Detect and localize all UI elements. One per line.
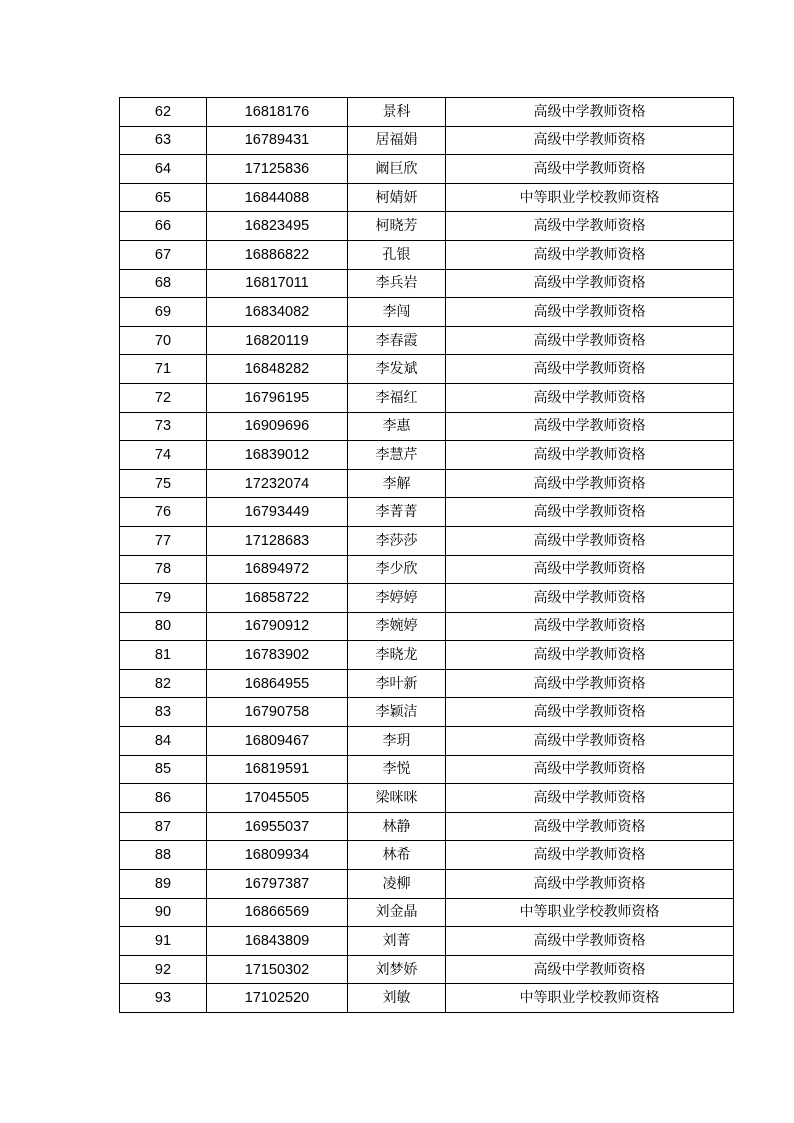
table-row	[120, 898, 734, 927]
row-number-cell: 87	[120, 812, 207, 841]
row-number-cell: 92	[120, 955, 207, 984]
row-number-cell: 68	[120, 269, 207, 298]
candidate-id-cell: 16886822	[207, 240, 348, 269]
row-number-cell: 82	[120, 669, 207, 698]
candidate-name-cell: 柯婧妍	[348, 183, 446, 212]
candidate-name-cell: 李叶新	[348, 669, 446, 698]
candidate-id-cell: 16955037	[207, 812, 348, 841]
candidate-id-cell: 16848282	[207, 355, 348, 384]
qualification-cell: 高级中学教师资格	[446, 212, 734, 241]
candidate-name-cell: 李莎莎	[348, 526, 446, 555]
qualification-cell: 高级中学教师资格	[446, 612, 734, 641]
table-row	[120, 870, 734, 899]
row-number-cell: 66	[120, 212, 207, 241]
candidate-id-cell: 16819591	[207, 755, 348, 784]
row-number-cell: 64	[120, 155, 207, 184]
candidate-id-cell: 16844088	[207, 183, 348, 212]
qualification-cell: 中等职业学校教师资格	[446, 984, 734, 1013]
candidate-name-cell: 刘梦娇	[348, 955, 446, 984]
qualification-cell: 高级中学教师资格	[446, 383, 734, 412]
table-row	[120, 812, 734, 841]
row-number-cell: 70	[120, 326, 207, 355]
candidate-name-cell: 林静	[348, 812, 446, 841]
table-row	[120, 355, 734, 384]
candidate-id-cell: 16894972	[207, 555, 348, 584]
candidate-name-cell: 李慧芹	[348, 441, 446, 470]
table-row	[120, 698, 734, 727]
candidate-name-cell: 李发斌	[348, 355, 446, 384]
table-row	[120, 669, 734, 698]
row-number-cell: 77	[120, 526, 207, 555]
candidate-name-cell: 景科	[348, 98, 446, 127]
row-number-cell: 67	[120, 240, 207, 269]
row-number-cell: 71	[120, 355, 207, 384]
candidate-name-cell: 柯晓芳	[348, 212, 446, 241]
table-row	[120, 755, 734, 784]
candidate-id-cell: 16790912	[207, 612, 348, 641]
table-row	[120, 412, 734, 441]
table-row	[120, 126, 734, 155]
candidate-name-cell: 李悦	[348, 755, 446, 784]
table-row	[120, 612, 734, 641]
qualification-cell: 高级中学教师资格	[446, 412, 734, 441]
candidate-name-cell: 李惠	[348, 412, 446, 441]
candidate-name-cell: 李闯	[348, 298, 446, 327]
qualification-cell: 高级中学教师资格	[446, 955, 734, 984]
row-number-cell: 84	[120, 727, 207, 756]
table-row	[120, 183, 734, 212]
candidate-id-cell: 16809467	[207, 727, 348, 756]
candidate-name-cell: 李解	[348, 469, 446, 498]
table-row	[120, 383, 734, 412]
table-row	[120, 955, 734, 984]
row-number-cell: 72	[120, 383, 207, 412]
candidate-id-cell: 16793449	[207, 498, 348, 527]
qualification-cell: 高级中学教师资格	[446, 841, 734, 870]
qualification-cell: 高级中学教师资格	[446, 812, 734, 841]
candidate-id-cell: 16797387	[207, 870, 348, 899]
table-row	[120, 984, 734, 1013]
qualification-cell: 高级中学教师资格	[446, 126, 734, 155]
candidate-name-cell: 居福娟	[348, 126, 446, 155]
row-number-cell: 93	[120, 984, 207, 1013]
row-number-cell: 65	[120, 183, 207, 212]
row-number-cell: 69	[120, 298, 207, 327]
candidate-id-cell: 17102520	[207, 984, 348, 1013]
table-row	[120, 98, 734, 127]
candidate-id-cell: 17128683	[207, 526, 348, 555]
table-row	[120, 927, 734, 956]
qualification-cell: 高级中学教师资格	[446, 326, 734, 355]
candidate-id-cell: 16843809	[207, 927, 348, 956]
candidate-id-cell: 16789431	[207, 126, 348, 155]
candidate-name-cell: 李晓龙	[348, 641, 446, 670]
candidate-id-cell: 16790758	[207, 698, 348, 727]
candidate-name-cell: 李兵岩	[348, 269, 446, 298]
candidate-id-cell: 17125836	[207, 155, 348, 184]
qualification-cell: 高级中学教师资格	[446, 469, 734, 498]
qualification-cell: 高级中学教师资格	[446, 240, 734, 269]
row-number-cell: 74	[120, 441, 207, 470]
candidate-id-cell: 17045505	[207, 784, 348, 813]
candidate-name-cell: 李少欣	[348, 555, 446, 584]
table-row	[120, 784, 734, 813]
row-number-cell: 63	[120, 126, 207, 155]
row-number-cell: 90	[120, 898, 207, 927]
row-number-cell: 83	[120, 698, 207, 727]
qualification-cell: 高级中学教师资格	[446, 155, 734, 184]
candidate-id-cell: 16858722	[207, 584, 348, 613]
candidate-name-cell: 刘金晶	[348, 898, 446, 927]
table-row	[120, 269, 734, 298]
table-row	[120, 526, 734, 555]
qualification-cell: 高级中学教师资格	[446, 498, 734, 527]
candidate-id-cell: 16834082	[207, 298, 348, 327]
candidate-name-cell: 梁咪咪	[348, 784, 446, 813]
candidate-name-cell: 李婷婷	[348, 584, 446, 613]
qualification-cell: 高级中学教师资格	[446, 641, 734, 670]
candidate-id-cell: 16820119	[207, 326, 348, 355]
qualification-cell: 高级中学教师资格	[446, 698, 734, 727]
table-row	[120, 727, 734, 756]
qualification-cell: 高级中学教师资格	[446, 584, 734, 613]
candidate-name-cell: 孔银	[348, 240, 446, 269]
candidate-name-cell: 李春霞	[348, 326, 446, 355]
table-row	[120, 212, 734, 241]
qualification-cell: 中等职业学校教师资格	[446, 898, 734, 927]
row-number-cell: 89	[120, 870, 207, 899]
roster-table-body	[120, 98, 734, 1013]
qualification-cell: 高级中学教师资格	[446, 98, 734, 127]
qualification-cell: 高级中学教师资格	[446, 355, 734, 384]
qualification-cell: 高级中学教师资格	[446, 755, 734, 784]
candidate-name-cell: 李婉婷	[348, 612, 446, 641]
candidate-name-cell: 刘菁	[348, 927, 446, 956]
candidate-name-cell: 凌柳	[348, 870, 446, 899]
candidate-id-cell: 16817011	[207, 269, 348, 298]
candidate-id-cell: 16796195	[207, 383, 348, 412]
row-number-cell: 86	[120, 784, 207, 813]
qualification-cell: 高级中学教师资格	[446, 927, 734, 956]
table-row	[120, 469, 734, 498]
table-row	[120, 641, 734, 670]
qualification-cell: 高级中学教师资格	[446, 669, 734, 698]
candidate-id-cell: 16839012	[207, 441, 348, 470]
candidate-id-cell: 16809934	[207, 841, 348, 870]
row-number-cell: 73	[120, 412, 207, 441]
row-number-cell: 88	[120, 841, 207, 870]
candidate-name-cell: 李福红	[348, 383, 446, 412]
candidate-id-cell: 16818176	[207, 98, 348, 127]
table-row	[120, 298, 734, 327]
candidate-id-cell: 16823495	[207, 212, 348, 241]
candidate-name-cell: 刘敏	[348, 984, 446, 1013]
row-number-cell: 80	[120, 612, 207, 641]
candidate-name-cell: 林希	[348, 841, 446, 870]
qualification-cell: 高级中学教师资格	[446, 298, 734, 327]
table-row	[120, 584, 734, 613]
qualification-cell: 高级中学教师资格	[446, 441, 734, 470]
row-number-cell: 85	[120, 755, 207, 784]
candidate-name-cell: 李玥	[348, 727, 446, 756]
row-number-cell: 75	[120, 469, 207, 498]
roster-table	[119, 97, 734, 1013]
candidate-id-cell: 16864955	[207, 669, 348, 698]
candidate-id-cell: 17150302	[207, 955, 348, 984]
row-number-cell: 81	[120, 641, 207, 670]
row-number-cell: 76	[120, 498, 207, 527]
qualification-cell: 高级中学教师资格	[446, 784, 734, 813]
table-row	[120, 240, 734, 269]
table-row	[120, 555, 734, 584]
candidate-name-cell: 阚巨欣	[348, 155, 446, 184]
table-row	[120, 326, 734, 355]
row-number-cell: 78	[120, 555, 207, 584]
qualification-cell: 高级中学教师资格	[446, 269, 734, 298]
qualification-cell: 高级中学教师资格	[446, 555, 734, 584]
row-number-cell: 62	[120, 98, 207, 127]
qualification-cell: 高级中学教师资格	[446, 870, 734, 899]
candidate-id-cell: 17232074	[207, 469, 348, 498]
table-row	[120, 441, 734, 470]
table-row	[120, 155, 734, 184]
candidate-id-cell: 16909696	[207, 412, 348, 441]
candidate-id-cell: 16783902	[207, 641, 348, 670]
candidate-name-cell: 李菁菁	[348, 498, 446, 527]
table-row	[120, 841, 734, 870]
candidate-id-cell: 16866569	[207, 898, 348, 927]
qualification-cell: 高级中学教师资格	[446, 727, 734, 756]
qualification-cell: 高级中学教师资格	[446, 526, 734, 555]
candidate-name-cell: 李颖洁	[348, 698, 446, 727]
table-row	[120, 498, 734, 527]
row-number-cell: 79	[120, 584, 207, 613]
row-number-cell: 91	[120, 927, 207, 956]
qualification-cell: 中等职业学校教师资格	[446, 183, 734, 212]
